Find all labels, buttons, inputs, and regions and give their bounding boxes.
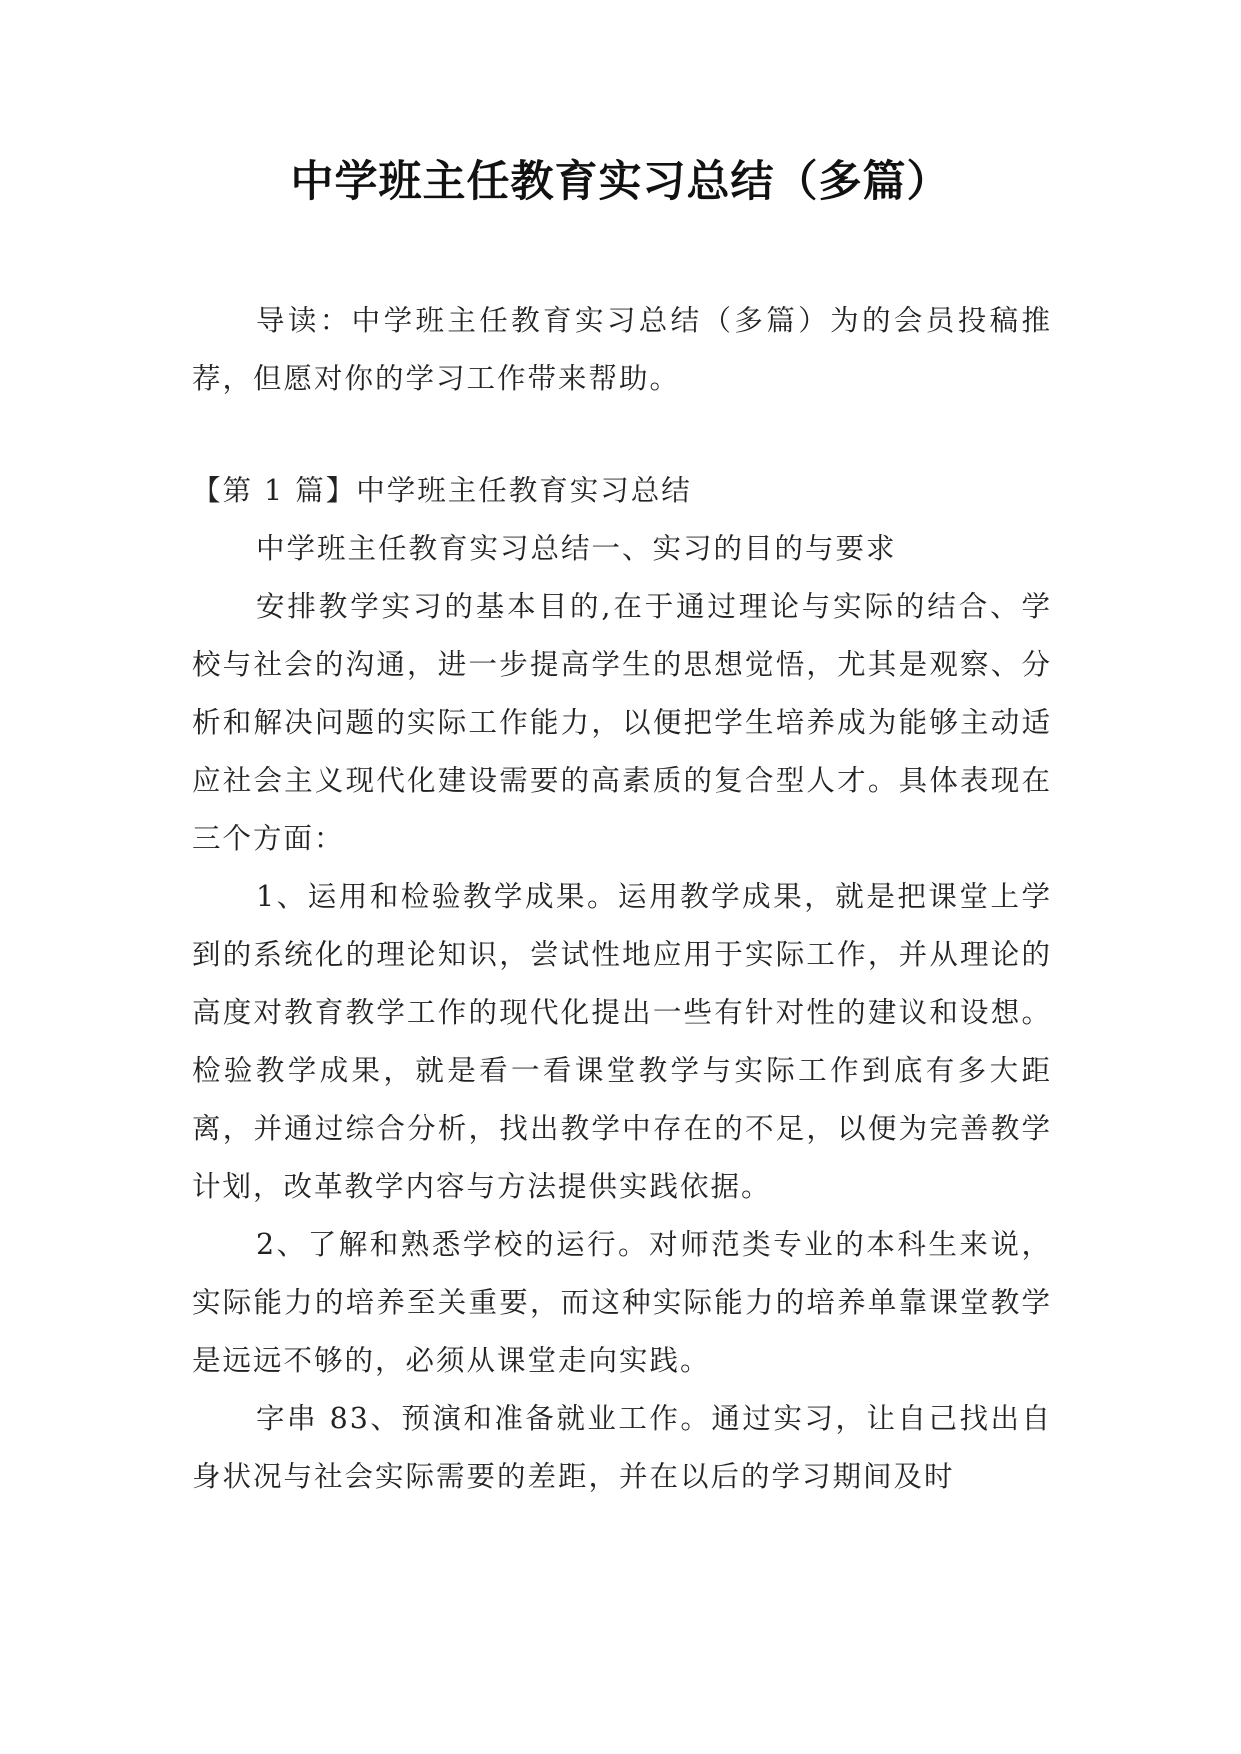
paragraph-purpose: 安排教学实习的基本目的,在于通过理论与实际的结合、学校与社会的沟通，进一步提高学生的思想觉悟，尤其是观察、分析和解决问题的实际工作能力，以便把学生培养成为能够主动适应社会主义现代化建设需要的高素质的复合型人才。具体表现在三个方面： [192, 590, 1052, 855]
section-1 [192, 462, 1052, 1506]
paragraph-item-1: 1、运用和检验教学成果。运用教学成果，就是把课堂上学到的系统化的理论知识，尝试性地应用于实际工作，并从理论的高度对教育教学工作的现代化提出一些有针对性的建议和设想。检验教学成果，就是看一看课堂教学与实际工作到底有多大距离，并通过综合分析，找出教学中存在的不足，以便为完善教学计划，改革教学内容与方法提供实践依据。 [192, 880, 1052, 1203]
document-title: 中学班主任教育实习总结（多篇） [290, 157, 951, 207]
paragraph-item-3: 字串 83、预演和准备就业工作。通过实习，让自己找出自身状况与社会实际需要的差距，并在以后的学习期间及时 [192, 1402, 1052, 1493]
lead-paragraph: 导读：中学班主任教育实习总结（多篇）为的会员投稿推荐，但愿对你的学习工作带来帮助。 [192, 304, 1052, 395]
paragraph-subheading: 中学班主任教育实习总结一、实习的目的与要求 [256, 532, 897, 565]
section-heading: 【第 1 篇】中学班主任教育实习总结 [192, 474, 692, 507]
paragraph-item-2: 2、了解和熟悉学校的运行。对师范类专业的本科生来说，实际能力的培养至关重要，而这种实际能力的培养单靠课堂教学是远远不够的，必须从课堂走向实践。 [192, 1228, 1052, 1377]
lead-block [192, 292, 1052, 408]
